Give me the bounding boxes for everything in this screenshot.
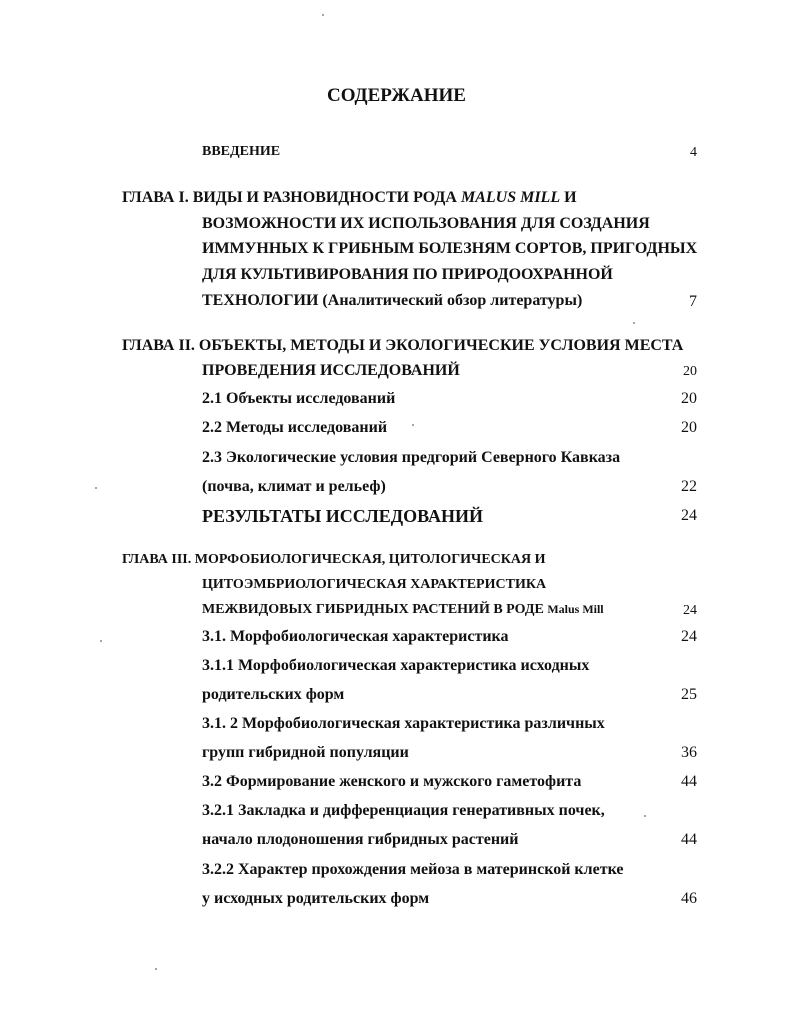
section-3-1-2-title-line1: 3.1. 2 Морфобиологическая характеристика различных: [202, 715, 605, 732]
scan-speck: [412, 424, 414, 426]
section-3-1-page: 24: [681, 628, 697, 645]
chapter2-page: 20: [683, 364, 697, 379]
scan-speck: [644, 815, 646, 817]
chapter2-title-line2: ПРОВЕДЕНИЯ ИССЛЕДОВАНИЙ: [202, 362, 460, 379]
chapter3-genus: Malus Mill: [547, 602, 604, 616]
scan-speck: [100, 640, 102, 642]
chapter1-line1-end: И: [564, 189, 577, 206]
chapter3-label: ГЛАВА III.: [122, 552, 192, 567]
chapter1-title-line1: [122, 190, 577, 206]
chapter1-line1-text: ВИДЫ И РАЗНОВИДНОСТИ РОДА: [192, 189, 457, 206]
scan-speck: [633, 322, 635, 324]
chapter1-title-line2: ВОЗМОЖНОСТИ ИХ ИСПОЛЬЗОВАНИЯ ДЛЯ СОЗДАНИЯ: [202, 215, 650, 232]
section-2-2-page: 20: [681, 419, 697, 436]
results-heading: РЕЗУЛЬТАТЫ ИССЛЕДОВАНИЙ: [202, 506, 484, 526]
chapter3-title-line3: [202, 603, 604, 617]
section-2-3-title-line1: 2.3 Экологические условия предгорий Северного Кавказа: [202, 449, 621, 466]
section-3-2-page: 44: [681, 773, 697, 790]
chapter2-title-line1: [122, 338, 683, 354]
section-2-3-title-line2: (почва, климат и рельеф): [202, 478, 386, 495]
section-2-2-title: 2.2 Методы исследований: [202, 419, 388, 436]
toc-intro-page: 4: [690, 145, 697, 160]
section-2-1-title: 2.1 Объекты исследований: [202, 390, 396, 407]
chapter3-page: 24: [683, 603, 697, 618]
scan-speck: [95, 487, 97, 489]
chapter1-genus: MALUS MILL: [460, 189, 561, 206]
section-3-2-1-title-line2: начало плодоношения гибридных растений: [202, 831, 519, 848]
chapter1-page: 7: [689, 293, 697, 310]
section-3-1-1-title-line1: 3.1.1 Морфобиологическая характеристика исходных: [202, 657, 590, 674]
chapter1-title-line5: ТЕХНОЛОГИИ (Аналитический обзор литературы): [202, 292, 583, 309]
chapter3-title-line2: ЦИТОЭМБРИОЛОГИЧЕСКАЯ ХАРАКТЕРИСТИКА: [202, 577, 547, 592]
section-3-2-1-page: 44: [681, 831, 697, 848]
page-title: СОДЕРЖАНИЕ: [327, 85, 466, 106]
section-3-1-1-title-line2: родительских форм: [202, 686, 345, 703]
section-3-1-title: 3.1. Морфобиологическая характеристика: [202, 628, 509, 645]
section-3-2-2-title-line1: 3.2.2 Характер прохождения мейоза в материнской клетке: [202, 861, 624, 878]
section-3-2-2-title-line2: у исходных родительских форм: [202, 890, 430, 907]
chapter1-title-line4: ДЛЯ КУЛЬТИВИРОВАНИЯ ПО ПРИРОДООХРАННОЙ: [202, 266, 613, 283]
chapter3-line3-text: МЕЖВИДОВЫХ ГИБРИДНЫХ РАСТЕНИЙ В РОДЕ: [202, 602, 544, 617]
toc-intro-label: ВВЕДЕНИЕ: [202, 144, 281, 159]
chapter2-line1-text: ОБЪЕКТЫ, МЕТОДЫ И ЭКОЛОГИЧЕСКИЕ УСЛОВИЯ МЕСТА: [198, 337, 684, 354]
section-3-1-2-title-line2: групп гибридной популяции: [202, 744, 409, 761]
section-3-2-title: 3.2 Формирование женского и мужского гаметофита: [202, 773, 582, 790]
section-3-1-1-page: 25: [681, 686, 697, 703]
scan-speck: [322, 14, 324, 16]
section-3-2-2-page: 46: [681, 890, 697, 907]
results-page: 24: [681, 507, 697, 524]
chapter2-label: ГЛАВА II.: [122, 337, 195, 354]
section-3-2-1-title-line1: 3.2.1 Закладка и дифференциация генеративных почек,: [202, 802, 605, 819]
scan-speck: [155, 968, 157, 970]
chapter3-title-line1: [122, 553, 546, 567]
chapter1-title-line3: ИММУННЫХ К ГРИБНЫМ БОЛЕЗНЯМ СОРТОВ, ПРИГОДНЫХ: [202, 240, 698, 257]
section-2-3-page: 22: [681, 478, 697, 495]
section-3-1-2-page: 36: [681, 744, 697, 761]
section-2-1-page: 20: [681, 390, 697, 407]
chapter3-line1-text: МОРФОБИОЛОГИЧЕСКАЯ, ЦИТОЛОГИЧЕСКАЯ И: [194, 552, 546, 567]
chapter1-label: ГЛАВА I.: [122, 189, 189, 206]
